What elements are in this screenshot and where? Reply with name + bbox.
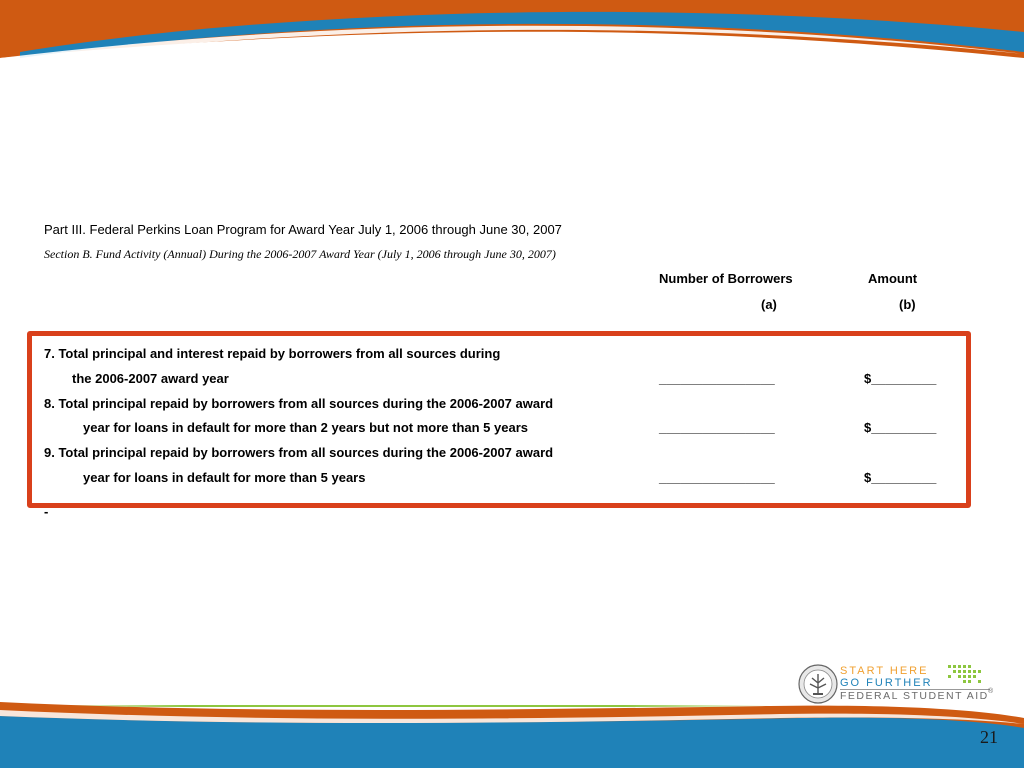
logo-line-start-here: START HERE bbox=[840, 665, 929, 677]
bottom-banner bbox=[0, 698, 1024, 768]
part-title: Part III. Federal Perkins Loan Program for Award Year July 1, 2006 through June 30, 2007 bbox=[44, 222, 562, 237]
row-7-line-2: the 2006-2007 award year bbox=[72, 371, 229, 386]
row-7-line-1: 7. Total principal and interest repaid by borrowers from all sources during bbox=[44, 346, 501, 361]
row-7-borrowers-blank[interactable]: ________________ bbox=[659, 371, 775, 386]
row-9-borrowers-blank[interactable]: ________________ bbox=[659, 470, 775, 485]
trailing-mark: - bbox=[44, 504, 49, 519]
row-8-amount-blank[interactable]: $_________ bbox=[864, 420, 937, 435]
row-8-line-1: 8. Total principal repaid by borrowers from all sources during the 2006-2007 award bbox=[44, 396, 554, 411]
logo-line-go-further: GO FURTHER bbox=[840, 677, 933, 689]
row-8-borrowers-blank[interactable]: ________________ bbox=[659, 420, 775, 435]
row-7-amount-blank[interactable]: $_________ bbox=[864, 371, 937, 386]
column-header-borrowers: Number of Borrowers bbox=[659, 271, 793, 286]
top-banner bbox=[0, 0, 1024, 70]
column-letter-b: (b) bbox=[899, 297, 916, 312]
column-header-amount: Amount bbox=[868, 271, 918, 286]
column-letter-a: (a) bbox=[761, 297, 777, 312]
page-number: 21 bbox=[980, 727, 998, 747]
row-9-line-2: year for loans in default for more than 5 years bbox=[83, 470, 366, 485]
pixel-pattern-icon bbox=[948, 665, 988, 687]
row-9-amount-blank[interactable]: $_________ bbox=[864, 470, 937, 485]
logo-line-federal-student-aid: FEDERAL STUDENT AID bbox=[840, 690, 989, 702]
section-title: Section B. Fund Activity (Annual) During the 2006-2007 Award Year (July 1, 2006 through June 30, 2007) bbox=[44, 247, 556, 261]
row-8-line-2: year for loans in default for more than 2 years but not more than 5 years bbox=[83, 420, 529, 435]
row-9-line-1: 9. Total principal repaid by borrowers from all sources during the 2006-2007 award bbox=[44, 445, 554, 460]
logo-trademark: ® bbox=[988, 688, 994, 695]
